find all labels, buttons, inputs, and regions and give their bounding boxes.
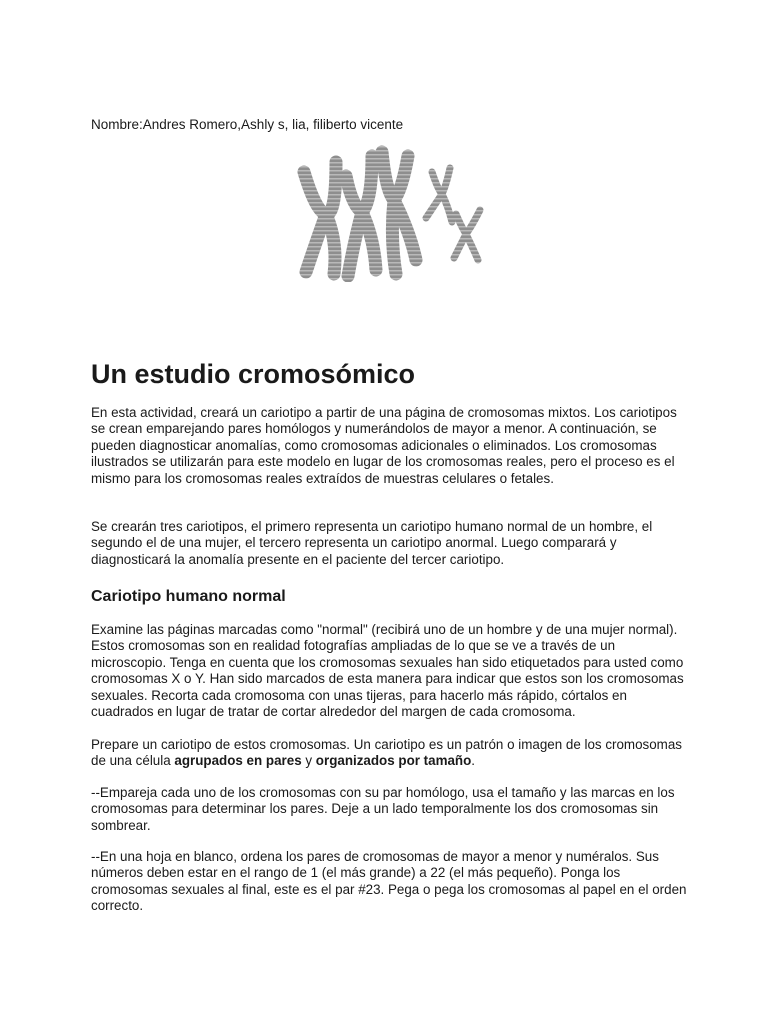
intro-paragraph-1: En esta actividad, creará un cariotipo a partir de una página de cromosomas mixtos. Los cariotipos se crean emparejando pares homólogos y numerándolos de mayor a menor. A continuación, se pueden diagnosticar anomalías, como cromosomas adicionales o eliminados. Los cromosomas ilustrados se utilizarán para este modelo en lugar de los cromosomas reales, pero el proceso es el mismo para los cromosomas reales extraídos de muestras celulares o fetales. [91, 405, 677, 486]
student-names: Nombre:Andres Romero,Ashly s, lia, filiberto vicente [91, 117, 404, 132]
bold-phrase-pairs: agrupados en pares [174, 753, 302, 769]
section-paragraph-2 [91, 737, 691, 770]
section-heading: Cariotipo humano normal [91, 588, 286, 605]
paragraph-text: . [471, 753, 476, 769]
section-paragraph-3: --Empareja cada uno de los cromosomas con su par homólogo, usa el tamaño y las marcas en los cromosomas para determinar los pares. Deje a un lado temporalmente los dos cromosomas sin sombrear. [91, 785, 675, 833]
section-paragraph-4: --En una hoja en blanco, ordena los pares de cromosomas de mayor a menor y numéralos. Sus números deben estar en el rango de 1 (el más grande) a 22 (el más pequeño). Ponga los cromosomas sexuales al final, este es el par #23. Pega o pega los cromosomas al papel en el orden correcto. [91, 849, 687, 914]
section-paragraph-1: Examine las páginas marcadas como "normal" (recibirá uno de un hombre y de una mujer normal). Estos cromosomas son en realidad fotografías ampliadas de lo que se ve a través de un microscopio. Tenga en cuenta que los cromosomas sexuales han sido etiquetados para usted como cromosomas X o Y. Han sido marcados de esta manera para indicar que estos son los cromosomas sexuales. Recorta cada cromosoma con unas tijeras, para hacerlo más rápido, córtalos en cuadrados en lugar de tratar de cortar alrededor del margen de cada cromosoma. [91, 622, 684, 720]
page-title: Un estudio cromosómico [91, 359, 416, 389]
paragraph-text: y [301, 753, 316, 769]
chromosomes-illustration [286, 142, 500, 282]
paragraph-text: Prepare un cariotipo de estos cromosomas. Un cariotipo es un patrón o imagen de los cromosomas de una célula [91, 737, 682, 769]
bold-phrase-size: organizados por tamaño [315, 753, 472, 769]
intro-paragraph-2: Se crearán tres cariotipos, el primero representa un cariotipo humano normal de un hombre, el segundo el de una mujer, el tercero representa un cariotipo anormal. Luego comparará y diagnosticará la anomalía presente en el paciente del tercer cariotipo. [91, 519, 653, 567]
